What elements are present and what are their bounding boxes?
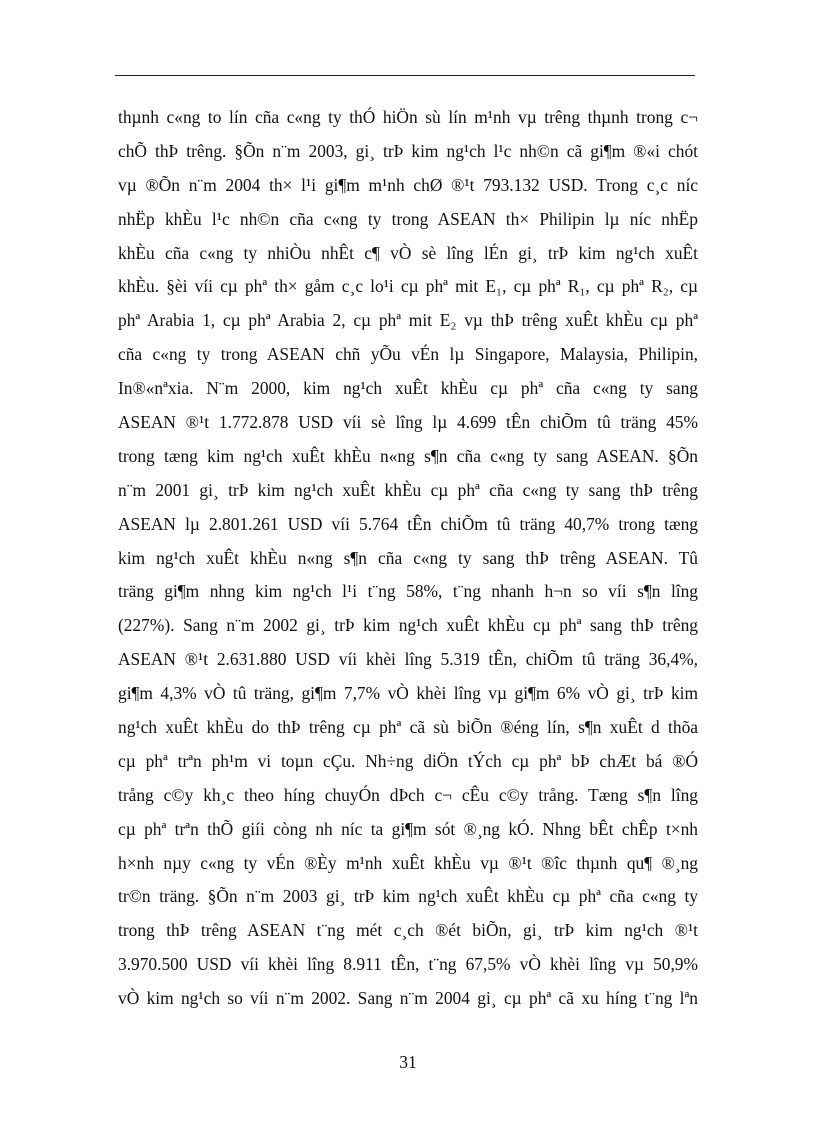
text-line: kim ng¹ch xuÊt khÈu n«ng s¶n cña c«ng ty sang thÞ trêng ASEAN. Tû (118, 547, 698, 568)
text-line: chÕ thÞ trêng. §Õn n¨m 2003, gi¸ trÞ kim ng¹ch l¹c nh©n cã gi¶m ®«i chót (118, 140, 698, 161)
text-line: phª Arabia 1, cµ phª Arabia 2, cµ phª mit E₂ vµ thÞ trêng xuÊt khÈu cµ phª (118, 310, 698, 331)
text-line: cµ phª trªn thÕ giíi còng nh níc ta gi¶m sót ®¸ng kÓ. Nhng bÊt chÊp t×nh (118, 818, 698, 839)
text-line: trong tæng kim ng¹ch xuÊt khÈu n«ng s¶n cña c«ng ty sang ASEAN. §Õn (118, 445, 698, 466)
text-line: ASEAN ®¹t 1.772.878 USD víi sè lîng lµ 4.699 tÊn chiÕm tû träng 45% (118, 412, 698, 433)
text-line: khÈu cña c«ng ty nhiÒu nhÊt c¶ vÒ sè lîng lÉn gi¸ trÞ kim ng¹ch xuÊt (118, 242, 698, 263)
text-line: 3.970.500 USD víi khèi lîng 8.911 tÊn, t¨ng 67,5% vÒ khèi lîng vµ 50,9% (118, 954, 698, 975)
text-line: tr©n träng. §Õn n¨m 2003 gi¸ trÞ kim ng¹ch xuÊt khÈu cµ phª cña c«ng ty (118, 886, 698, 907)
text-line: ASEAN ®¹t 2.631.880 USD víi khèi lîng 5.319 tÊn, chiÕm tû träng 36,4%, (118, 649, 698, 670)
body-text (118, 101, 698, 1016)
text-line: vµ ®Õn n¨m 2004 th× l¹i gi¶m m¹nh chØ ®¹t 793.132 USD. Trong c¸c níc (118, 174, 698, 195)
text-line: (227%). Sang n¨m 2002 gi¸ trÞ kim ng¹ch xuÊt khÈu cµ phª sang thÞ trêng (118, 615, 698, 636)
text-line: khÈu. §èi víi cµ phª th× gåm c¸c lo¹i cµ phª mit E₁, cµ phª R₁, cµ phª R₂, cµ (118, 276, 698, 297)
text-line: träng gi¶m nhng kim ng¹ch l¹i t¨ng 58%, t¨ng nhanh h¬n so víi s¶n lîng (118, 581, 698, 602)
text-line: h×nh nµy c«ng ty vÉn ®Èy m¹nh xuÊt khÈu vµ ®¹t ®îc thµnh qu¶ ®¸ng (118, 852, 698, 873)
header-rule (115, 75, 695, 76)
text-line: thµnh c«ng to lín cña c«ng ty thÓ hiÖn sù lín m¹nh vµ trêng thµnh trong c¬ (118, 107, 698, 127)
text-line: trong thÞ trêng ASEAN t¨ng mét c¸ch ®ét biÕn, gi¸ trÞ kim ng¹ch ®¹t (118, 920, 698, 941)
text-line: cµ phª trªn ph¹m vi toµn cÇu. Nh÷ng diÖn tÝch cµ phª bÞ chÆt bá ®Ó (118, 750, 698, 771)
text-line: ASEAN lµ 2.801.261 USD víi 5.764 tÊn chiÕm tû träng 40,7% trong tæng (118, 513, 698, 534)
text-line: vÒ kim ng¹ch so víi n¨m 2002. Sang n¨m 2004 gi¸ cµ phª cã xu híng t¨ng lªn (118, 988, 698, 1009)
text-line: cña c«ng ty trong ASEAN chñ yÕu vÉn lµ Singapore, Malaysia, Philipin, (118, 344, 698, 365)
text-line: In®«nªxia. N¨m 2000, kim ng¹ch xuÊt khÈu cµ phª cña c«ng ty sang (118, 378, 698, 399)
text-line: trång c©y kh¸c theo híng chuyÓn dÞch c¬ cÊu c©y trång. Tæng s¶n lîng (118, 784, 698, 805)
text-line: n¨m 2001 gi¸ trÞ kim ng¹ch xuÊt khÈu cµ phª cña c«ng ty sang thÞ trêng (118, 479, 698, 500)
text-line: ng¹ch xuÊt khÈu do thÞ trêng cµ phª cã sù biÕn ®éng lín, s¶n xuÊt d thõa (118, 717, 698, 738)
page-number: 31 (399, 1052, 417, 1072)
text-line: gi¶m 4,3% vÒ tû träng, gi¶m 7,7% vÒ khèi lîng vµ gi¶m 6% vÒ gi¸ trÞ kim (118, 683, 698, 704)
text-line: nhËp khÈu l¹c nh©n cña c«ng ty trong ASEAN th× Philipin lµ níc nhËp (118, 208, 698, 229)
